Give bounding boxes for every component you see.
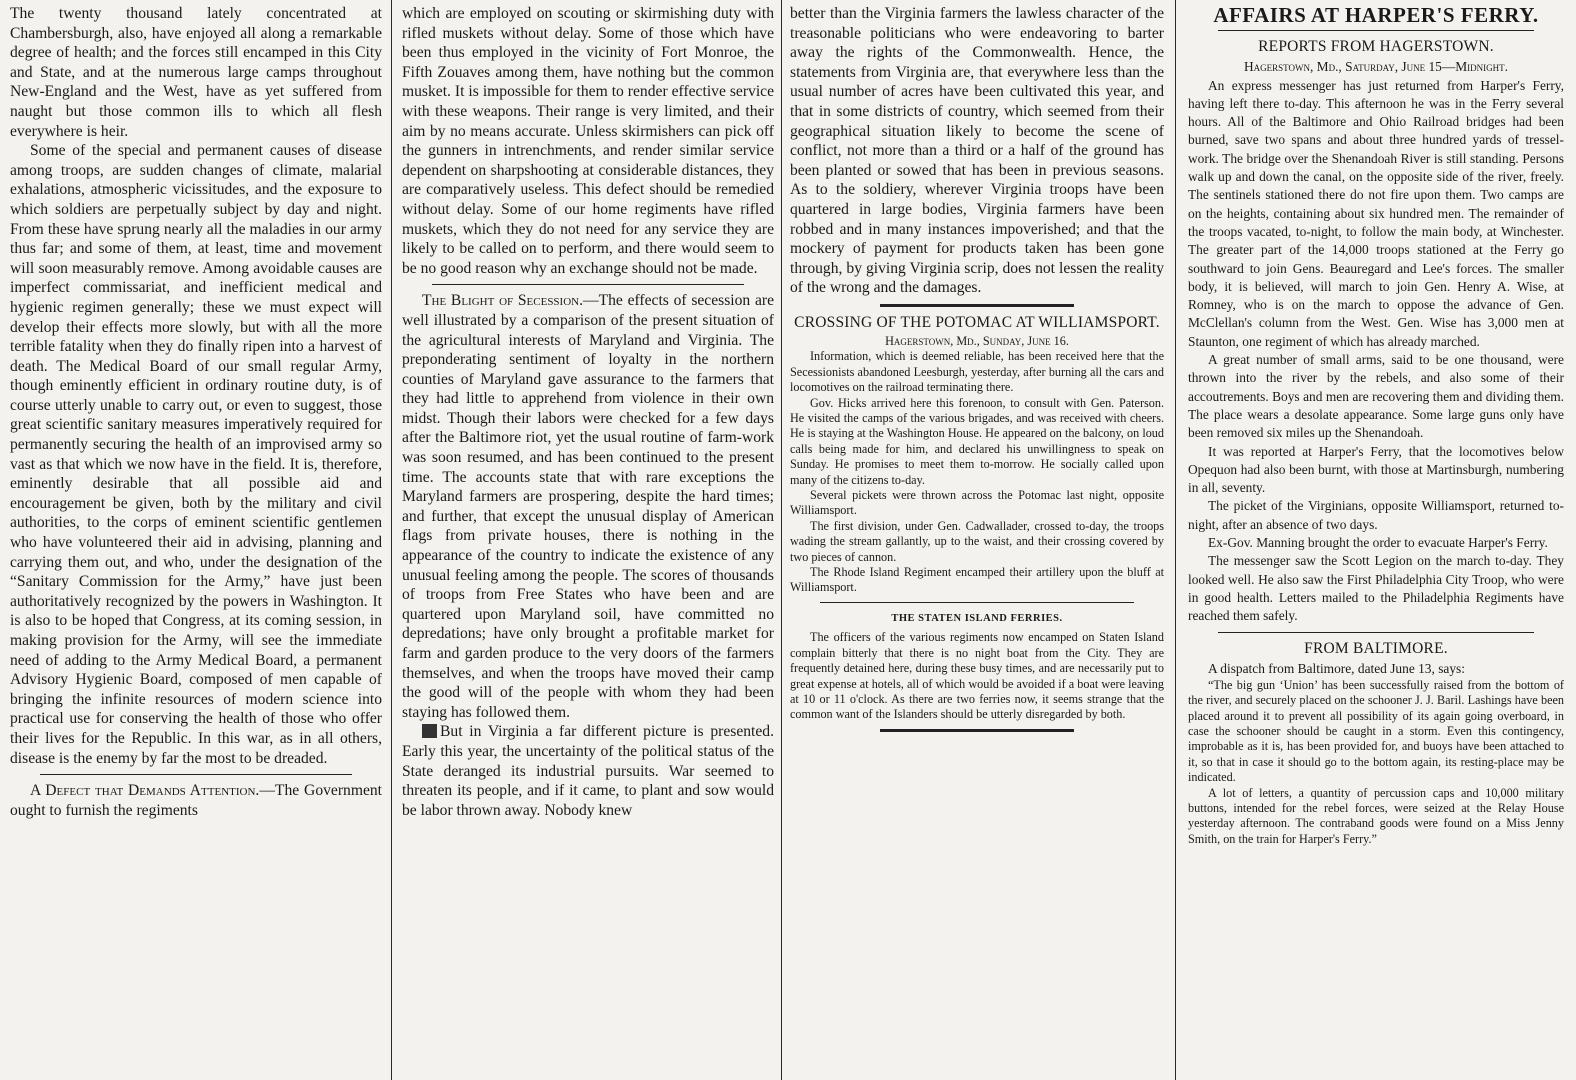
paragraph-text: But in Virginia a far different picture is presented. Early this year, the uncertainty of the political status of the State deranged its industrial pursuits. War seemed to threaten its people, and if it came, to plant and sow would be labor thrown away. Nobody knew (402, 723, 774, 819)
divider (820, 602, 1134, 603)
dateline: Hagerstown, Md., Saturday, June 15—Midnight. (1243, 59, 1509, 75)
divider (1218, 30, 1534, 31)
paragraph: Ex-Gov. Manning brought the order to evacuate Harper's Ferry. (1208, 535, 1548, 551)
paragraph-text: —The Government ought to furnish the regiments (10, 782, 382, 819)
paragraph: The picket of the Virginians, opposite Williamsport, returned to-night, after an absence of two days. (1188, 498, 1564, 532)
column-rule (781, 0, 782, 1080)
paragraph: Several pickets were thrown across the Potomac last night, opposite Williamsport. (790, 487, 1164, 518)
paragraph: The officers of the various regiments now encamped on Staten Island complain bitterly that there is no night boat from the City. They are frequently detained here, during these busy times, and are necessarily put to great expense at hotels, all of which would be avoided if a boat were leaving at 10 or 11 o'clock. As there are two ferries now, it seems strange that the common want of the Islanders should be utterly disregarded by both. (790, 630, 1164, 722)
article-heading: THE STATEN ISLAND FERRIES. (891, 612, 1063, 624)
column-rule (391, 0, 392, 1080)
column-rule (1175, 0, 1176, 1080)
divider (40, 774, 352, 775)
article-heading: REPORTS FROM HAGERSTOWN. (1258, 38, 1494, 56)
paragraph (402, 291, 774, 722)
paragraph: The messenger saw the Scott Legion on the march to-day. They looked well. He also saw the First Philadelphia City Troop, who were in good health. Letters mailed to the Philadelphia Regiments have reached them safely. (1188, 553, 1564, 624)
paragraph: which are employed on scouting or skirmishing duty with rifled muskets without delay. Some of those which have been thus employed in the vicinity of Fort Monroe, the Fifth Zouaves among them, have nothing but the common musket. It is impossible for them to render effective service with these weapons. Their range is very limited, and their aim by no means accurate. Unless skirmishers can pick off the gunners in intrenchments, and render similar service dependent on sharpshooting at considerable distances, they are comparatively useless. This defect should be remedied without delay. Some of our home regiments have rifled muskets, which they do not need for any service they are likely to be called on to perform, and there would seem to be no good reason why an exchange should not be made. (402, 5, 774, 277)
pointing-hand-icon (422, 724, 437, 738)
column-1 (10, 4, 382, 1076)
article-heading: FROM BALTIMORE. (1304, 639, 1448, 657)
paragraph: The Rhode Island Regiment encamped their artillery upon the bluff at Williamsport. (790, 565, 1164, 595)
column-4 (1188, 4, 1564, 1076)
paragraph (10, 781, 382, 820)
paragraph: Some of the special and permanent causes of disease among troops, are sudden changes of climate, malarial exhalations, atmospheric vicissitudes, and the exposure to which soldiers are perpetually subject by day and night. From these have sprung nearly all the maladies in our army thus far; and some of them, at least, time and movement will soon measurably remove. Among avoidable causes are imperfect commissariat, and inefficient medical and hygienic regimen generally; these we must expect will develop their effects more slowly, but with all the more terrible fatality when they do finally ripen into a harvest of death. The Medical Board of our small regular Army, though eminently efficient in ordinary routine duty, is of course utterly unable to carry out, or even to suggest, those great scientific sanitary measures imperatively required for permanently securing the health of an improvised army so vast as that which we now have in the field. It is, therefore, eminently desirable that all possible aid and encouragement be given, both by the military and civil authorities, to the corps of eminent scientific gentlemen who have volunteered their aid in advising, planning and carrying them out, and who, under the designation of the “Sanitary Commission for the Army,” have just been authoritatively recognized by the powers in Washington. It is also to be hoped that Congress, at its coming session, in making provision for the Army, will see the immediate need of adding to the Army Medical Board, a permanent Advisory Hygienic Board, composed of men capable of bringing the infinite resources of modern science into practical use for conserving the health of those who offer their lives for the Republic. In this war, as in all others, disease is the enemy by far the most to be dreaded. (10, 142, 382, 767)
divider (880, 304, 1074, 307)
section-heading: A Defect that Demands Attention. (30, 782, 260, 800)
paragraph: A lot of letters, a quantity of percussion caps and 10,000 military buttons, intended for the rebel forces, were seized at the Relay House yesterday afternoon. The contraband goods were found on a Miss Jenny Smith, on the train for Harper's Ferry.” (1188, 785, 1564, 846)
section-heading: The Blight of Secession. (422, 292, 583, 310)
paragraph: A great number of small arms, said to be one thousand, were thrown into the river by the rebels, and also some of their accoutrements. Boys and men are recovering them and dividing them. The place wears a desolate appearance. Some large guns only have been removed six miles up the Shenandoah. (1188, 352, 1564, 441)
divider (1218, 632, 1534, 633)
paragraph: “The big gun ‘Union’ has been successfully raised from the bottom of the river, and securely placed on the schooner J. J. Baril. Lashings have been placed around it to prevent all possibility of its again going overboard, in case the schooner should be caught in a storm. Even this contingency, improbable as it is, has been provided for, and buoys have been attached to it, so that in case it should go to the bottom again, its resting-place may be indicated. (1188, 677, 1564, 785)
column-3 (790, 4, 1164, 1076)
paragraph: An express messenger has just returned from Harper's Ferry, having left there to-day. This afternoon he was in the Ferry several hours. All of the Baltimore and Ohio Railroad bridges had been burned, save two spans and about three hundred yards of tressel-work. The bridge over the Shenandoah River is still standing. Persons walk up and down the canal, on the opposite side of the river, freely. The sentinels stationed there do not fire upon them. Two camps are on the heights, containing about six hundred men. The remainder of the troops vacated, to-night, to follow the main body, at Winchester. The greater part of the 14,000 troops stationed at the Ferry go southward to join Gens. Beauregard and Lee's forces. The smaller body, it is believed, will march to join Gen. Henry A. Wise, at Romney, who is on the march to oppose the advance of Gen. McClellan's column from the West. Gen. Wise has 3,000 men at Staunton, one regiment of which has already marched. (1188, 77, 1564, 349)
paragraph: A dispatch from Baltimore, dated June 13, says: (1208, 660, 1465, 676)
dateline: Hagerstown, Md., Sunday, June 16. (885, 333, 1069, 348)
paragraph: Gov. Hicks arrived here this forenoon, to consult with Gen. Paterson. He visited the camps of the various brigades, and was received with cheers. He is staying at the Washington House. He appeared on the balcony, on loud calls being made for him, and declared his unwillingness to speak on Sunday. He promises to meet them to-morrow. He socially called upon many of the citizens to-day. (790, 395, 1164, 487)
main-headline: AFFAIRS AT HARPER'S FERRY. (1213, 4, 1539, 27)
paragraph: It was reported at Harper's Ferry, that the locomotives below Opequon had also been burnt, with those at Martinsburgh, numbering in all, seventy. (1188, 443, 1564, 496)
paragraph: Information, which is deemed reliable, has been received here that the Secessionists abandoned Leesburgh, yesterday, after burning all the cars and locomotives on the railroad terminating there. (790, 349, 1164, 395)
article-heading: CROSSING OF THE POTOMAC AT WILLIAMSPORT. (794, 313, 1160, 331)
paragraph-text: —The effects of secession are well illustrated by a comparison of the present situation of the agricultural interests of Maryland and Virginia. The preponderating sentiment of loyalty in the northern counties of Maryland gave assurance to the farmers that they had little to apprehend from violence in their own midst. Though their labors were checked for a few days after the Baltimore riot, yet the usual routine of farm-work was soon resumed, and has been continued to the present time. The accounts state that with rare exceptions the Maryland farmers are prospering, despite the hard times; and further, that except the unusual display of American flags from private houses, there is nothing in the appearance of the country to indicate the existence of any unusual feeling among the people. The scores of thousands of troops from Free States who have been and are quartered upon Maryland soil, have committed no depredations; have only brought a profitable market for farm and garden produce to the very doors of the farmers themselves, and when the troops have moved their camp the good will of the people with whom they had been staying has followed them. (402, 292, 774, 721)
paragraph: better than the Virginia farmers the lawless character of the treasonable politicians who were endeavoring to barter away the rights of the Commonwealth. Hence, the statements from Virginia are, that everywhere less than the usual number of acres have been cultivated this year, and that in some districts of country, which seemed from their geographical situation likely to become the scene of conflict, not more than a third or a half of the ground has been planted or sowed that has been in previous seasons. As to the soldiery, wherever Virginia troops have been quartered in large bodies, Virginia farmers have been robbed and in many instances impoverished; and that the mockery of payment for products taken has been gone through, by giving Virginia scrip, does not lessen the reality of the wrong and the damages. (790, 5, 1164, 297)
paragraph (402, 722, 774, 820)
divider (432, 284, 744, 285)
divider (880, 729, 1074, 732)
paragraph: The twenty thousand lately concentrated at Chambersburgh, also, have enjoyed all along a remarkable degree of health; and the forces still encamped in this City and State, and at the numerous large camps throughout New-England and the West, have as yet suffered from naught but those common ills to which all flesh everywhere is heir. (10, 5, 382, 140)
paragraph: The first division, under Gen. Cadwallader, crossed to-day, the troops wading the stream gallantly, up to the waist, and their crossing covered by two pieces of cannon. (790, 518, 1164, 564)
column-2 (402, 4, 774, 1076)
